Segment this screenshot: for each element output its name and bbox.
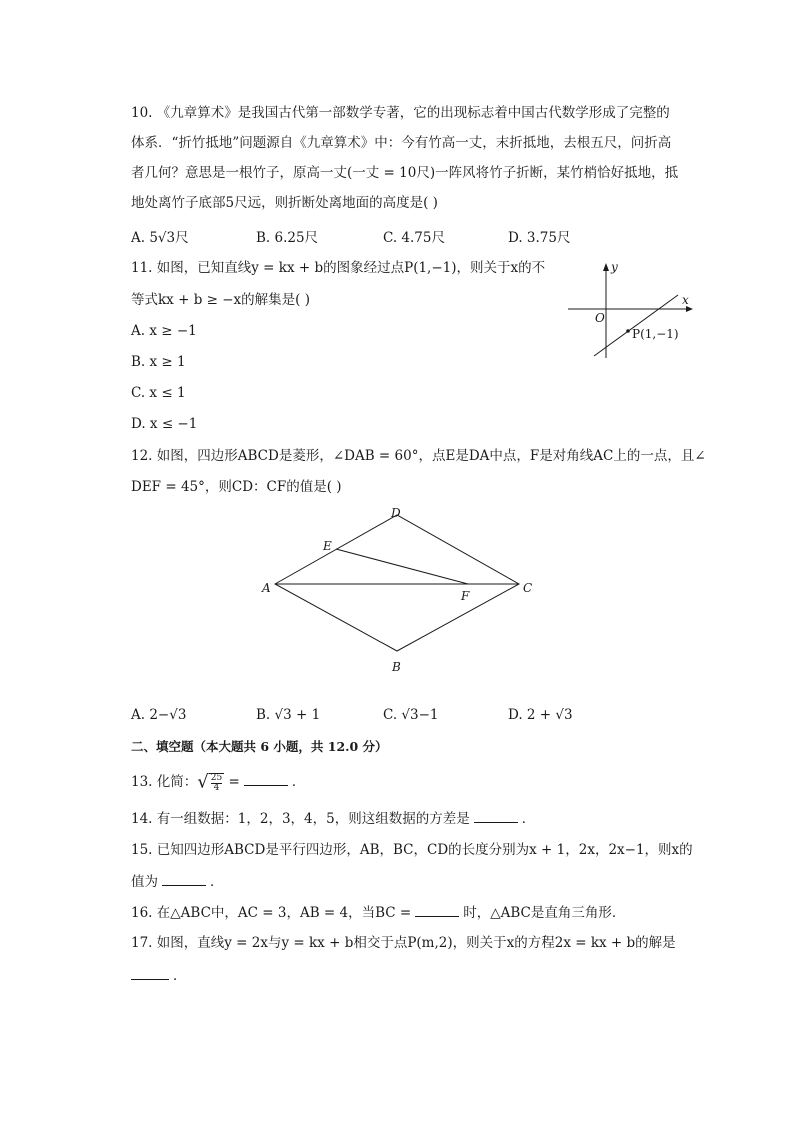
q13-line	[131, 768, 305, 797]
q11-line-1: 11. 如图，已知直线y = kx + b的图象经过点P(1,−1)，则关于x的不	[131, 260, 546, 276]
y-axis-label: y	[611, 260, 618, 274]
q13-answer-blank[interactable]	[244, 771, 288, 786]
q12-option-b[interactable]: B. √3 + 1	[256, 707, 321, 723]
q12-line-2: DEF = 45°，则CD：CF的值是( )	[131, 479, 342, 495]
q12-line-1: 12. 如图，四边形ABCD是菱形，∠DAB = 60°，点E是DA中点，F是对角线AC上的一点，且∠	[131, 448, 706, 464]
q15-line-1: 15. 已知四边形ABCD是平行四边形，AB，BC，CD的长度分别为x + 1，2x，2x−1，则x的	[131, 842, 693, 858]
q12-rhombus-figure	[255, 500, 545, 675]
vertex-c-label: C	[523, 581, 533, 595]
point-e-label: E	[323, 539, 332, 553]
q10-line-1: 10. 《九章算术》是我国古代第一部数学专著，它的出现标志着中国古代数学形成了完整的	[131, 105, 670, 121]
q15-end: ．	[210, 874, 224, 890]
q14-text: 14. 有一组数据：1，2，3，4，5，则这组数据的方差是	[131, 811, 470, 827]
q12-option-a[interactable]: A. 2−√3	[131, 707, 187, 723]
q13-numerator: 25	[210, 772, 223, 783]
section-2-title: 二、填空题（本大题共 6 小题，共 12.0 分）	[131, 739, 388, 754]
q13-suffix: =	[224, 774, 240, 790]
vertex-d-label: D	[391, 506, 401, 520]
q15-answer-blank[interactable]	[162, 871, 206, 886]
vertex-a-label: A	[262, 581, 271, 595]
q11-coordinate-figure	[560, 258, 700, 363]
q10-option-b[interactable]: B. 6.25尺	[256, 230, 319, 246]
q10-option-c[interactable]: C. 4.75尺	[383, 230, 445, 246]
q16-answer-blank[interactable]	[415, 902, 459, 917]
point-p-label: P(1,−1)	[632, 327, 679, 341]
q11-option-c[interactable]: C. x ≤ 1	[131, 385, 186, 401]
q16-line	[131, 902, 625, 923]
q17-line-1: 17. 如图，直线y = 2x与y = kx + b相交于点P(m,2)，则关于x的方程2x = kx + b的解是	[131, 935, 676, 951]
sqrt-icon: √	[197, 771, 209, 793]
q16-suffix: 时，△ABC是直角三角形．	[463, 905, 626, 921]
q14-answer-blank[interactable]	[474, 808, 518, 823]
point-p	[626, 329, 630, 333]
q12-option-d[interactable]: D. 2 + √3	[508, 707, 573, 723]
q10-line-4: 地处离竹子底部5尺远，则折断处离地面的高度是( )	[131, 195, 438, 211]
vertex-b-label: B	[392, 660, 401, 674]
x-axis-label: x	[682, 293, 689, 307]
q14-line	[131, 808, 535, 829]
q11-line-2: 等式kx + b ≥ −x的解集是( )	[131, 292, 310, 308]
q11-option-a[interactable]: A. x ≥ −1	[131, 323, 197, 339]
q13-end: ．	[291, 774, 306, 790]
q17-answer-blank[interactable]	[131, 965, 169, 980]
point-f-label: F	[461, 589, 470, 603]
q14-end: ．	[521, 811, 536, 827]
y-axis-arrow-icon	[603, 263, 609, 271]
q12-option-c[interactable]: C. √3−1	[383, 707, 439, 723]
rhombus-abcd	[275, 515, 519, 651]
q11-option-b[interactable]: B. x ≥ 1	[131, 354, 186, 370]
q15-prefix: 值为	[131, 874, 158, 890]
q10-option-d[interactable]: D. 3.75尺	[508, 230, 571, 246]
segment-ef	[336, 549, 468, 584]
q13-denominator: 4	[213, 782, 220, 793]
q15-line-2	[131, 871, 224, 892]
q16-prefix: 16. 在△ABC中，AC = 3，AB = 4，当BC =	[131, 905, 412, 921]
q10-line-3: 者几何？意思是一根竹子，原高一丈(一丈 = 10尺)一阵风将竹子折断，某竹梢恰好抵地，抵	[131, 165, 679, 181]
graph-line	[594, 295, 678, 356]
q17-line-2	[131, 965, 187, 986]
q11-option-d[interactable]: D. x ≤ −1	[131, 416, 198, 432]
q13-fraction	[209, 773, 224, 793]
q17-end: ．	[173, 968, 187, 984]
q10-option-a[interactable]: A. 5√3尺	[131, 230, 189, 246]
q13-prefix: 13. 化简：	[131, 774, 198, 790]
q10-line-2: 体系．“折竹抵地”问题源自《九章算术》中：今有竹高一丈，末折抵地，去根五尺，问折高	[131, 135, 672, 151]
origin-label: O	[595, 311, 605, 325]
